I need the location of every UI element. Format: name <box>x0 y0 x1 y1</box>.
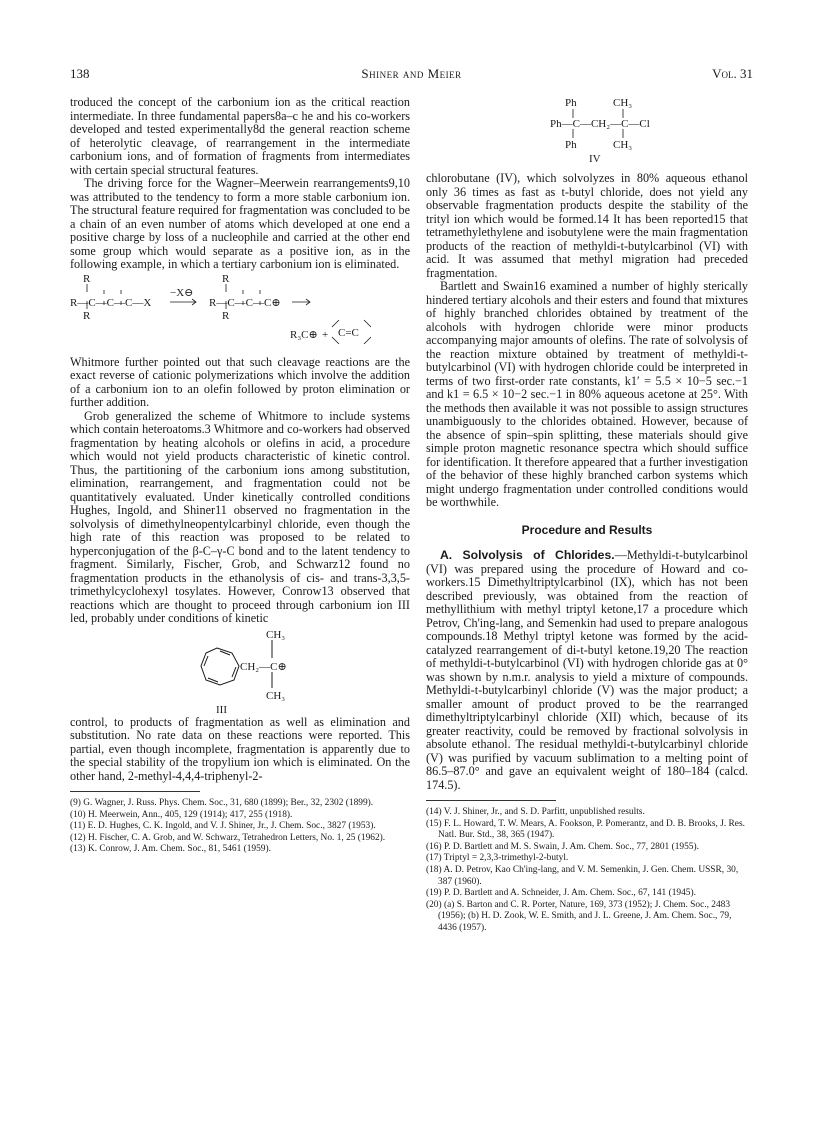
iv-chain: Ph—C—CH₂—C—Cl <box>550 118 650 130</box>
footnote: (19) P. D. Bartlett and A. Schneider, J. Am. Chem. Soc., 67, 141 (1945). <box>426 888 696 899</box>
iii-ch3-bottom: CH₃ <box>266 689 286 702</box>
footnote: (14) V. J. Shiner, Jr., and S. D. Parfitt, unpublished results. <box>426 807 645 817</box>
footnote: (10) H. Meerwein, Ann., 405, 129 (1914); 417, 255 (1918). <box>70 809 293 820</box>
left-column <box>70 96 410 856</box>
running-header <box>70 66 753 82</box>
fragmentation-scheme <box>70 272 410 356</box>
scheme-chain-right: R—C—C—C⊕ <box>209 296 281 309</box>
iv-ch3-bottom: CH₃ <box>613 139 633 151</box>
footnote: (11) E. D. Hughes, C. K. Ingold, and V. J. Shiner, Jr., J. Chem. Soc., 3827 (1953). <box>70 821 376 832</box>
paragraph-body: —Methyldi-t-butylcarbinol (VI) was prepared using the procedure of Howard and co-workers.15 Dimethyltriptylcarbinol (IX), which has not been described previously, was obtained from the reaction of methyllithium with methyl triptyl ketone,17 a procedure which Petrov, Ch'ing-lang, and Semenkin had used to prepare analogous compounds.18 Methyl triptyl ketone was formed by the acid-catalyzed rearrangement of di-t-butyl ketone.19,20 The reaction of methyldi-t-butylcarbinol (VI) with hydrogen chloride gas at 0° was shown by n.m.r. analysis to yield a mixture of compounds. Methyldi-t-butylcarbinyl chloride (V) was the major product; a smaller amount of product proved to be the rearranged dimethyltriptylcarbinyl chloride (XII) which, because of its greater reactivity, could be removed by fractional solvolysis in absolute ethanol. The residual methyldi-t-butylcarbinyl chloride (V) was purified by vacuum sublimation to a melting point of 86.5–87.0° and gave an equivalent weight of 180–184 (calcd. 174.5). <box>426 548 748 792</box>
iv-label: IV <box>589 153 601 165</box>
right-column <box>426 96 748 935</box>
paragraph <box>426 549 748 792</box>
scheme-chain-left: R—C—C—C—X <box>70 296 152 309</box>
footnote: (13) K. Conrow, J. Am. Chem. Soc., 81, 5461 (1959). <box>70 844 271 855</box>
structure-iii <box>70 626 410 716</box>
iv-ph-bottom: Ph <box>565 139 577 151</box>
paragraph: chlorobutane (IV), which solvolyzes in 80% aqueous ethanol only 36 times as fast as t-butyl chloride, does not yield any observable fragmentation products despite the stability of the trityl ion which would be formed.14 It has been reported15 that tetramethylethylene and isobutylene were the main fragmentation products of the reaction of methyldi-t-butylcarbinol (VI) with acid. It was assumed that methyl migration had preceded fragmentation. <box>426 171 748 280</box>
iii-ch2c: CH₂—C⊕ <box>240 660 287 673</box>
iv-ch3-top: CH₃ <box>613 97 633 109</box>
scheme-drawing <box>70 272 410 356</box>
scheme-r-top-2: R <box>222 272 230 285</box>
footnote: (20) (a) S. Barton and C. R. Porter, Nature, 169, 373 (1952); J. Chem. Soc., 2483 (1956); (b) H. D. Zook, W. E. Smith, and J. L. Greene, J. Am. Chem. Soc., 79, 4436 (1957). <box>426 899 732 933</box>
scheme-r3c: R₃C⊕ <box>290 328 318 341</box>
footnote: (15) F. L. Howard, T. W. Mears, A. Fookson, P. Pomerantz, and D. B. Brooks, J. Res. Natl. Bur. Std., 38, 365 (1947). <box>426 818 745 841</box>
footnote: (18) A. D. Petrov, Kao Ch'ing-lang, and V. M. Semenkin, J. Gen. Chem. USSR, 30, 387 (1960). <box>426 864 739 887</box>
running-title: Shiner and Meier <box>361 66 462 81</box>
paragraph: Whitmore further pointed out that such cleavage reactions are the exact reverse of cationic polymerizations which involve the addition of a carbonium ion to an olefin followed by proton elimination or further addition. <box>70 354 410 409</box>
footnote-rule <box>70 791 200 792</box>
scheme-plus: + <box>322 328 329 341</box>
scheme-minus-x: −X⊖ <box>170 286 194 299</box>
iv-ph-top: Ph <box>565 97 577 109</box>
footnote-rule <box>426 800 556 801</box>
paragraph: Bartlett and Swain16 examined a number of highly sterically hindered tertiary alcohols and their esters and found that mixtures of highly branched chlorides obtained by treatment of the alcohols with hydrogen chloride were minor products accompanying major amounts of olefins. The rate of solvolysis of the reaction mixture obtained by treatment of methyldi-t-butylcarbinol (VI) with hydrogen chloride could be interpreted in terms of two first-order rate constants, k1′ = 5.5 × 10−5 sec.−1 and k1 = 6.5 × 10−2 sec.−1 in 80% aqueous acetone at 25°. With the methods then available it was not possible to assign structures unambiguously to the chlorides obtained. However, because of the absence of spin–spin splitting, these materials should give simple proton magnetic resonance spectra which should suffice for identification. It therefore appeared that a further investigation of the behavior of these highly branched carbon systems which might undergo fragmentation under controlled conditions would be worthwhile. <box>426 279 748 509</box>
footnote: (16) P. D. Bartlett and M. S. Swain, J. Am. Chem. Soc., 77, 2801 (1955). <box>426 841 699 852</box>
scheme-r-bottom: R <box>83 309 91 322</box>
scheme-r-bottom-2: R <box>222 309 230 322</box>
scheme-r-top: R <box>83 272 91 285</box>
footnotes-left <box>70 798 410 856</box>
volume-label: Vol. 31 <box>712 66 753 81</box>
iii-label: III <box>216 703 227 716</box>
scheme-olefin: C=C <box>338 326 359 339</box>
paragraph: Grob generalized the scheme of Whitmore to include systems which contain heteroatoms.3 Whitmore and co-workers had observed fragmentation by heating alcohols or olefins in acid, a procedure which would not yield products characteristic of kinetic control. Thus, the partitioning of the carbonium ions among substitution, elimination, rearrangement, and fragmentation could not be quantitatively evaluated. Under kinetically controlled conditions Hughes, Ingold, and Shiner11 observed no fragmentation in the solvolysis of dimethylneopentylcarbinyl chloride, even though the high rate of this reaction was proposed to be related to hyperconjugation of the β-C–γ-C bond and to the latent tendency to fragment. Similarly, Fischer, Grob, and Schwarz12 found no fragmentation products in the ethanolysis of cis- and trans-3,3,5-trimethylcyclohexyl tosylates. However, Conrow13 observed that reactions which are thought to proceed through carbonium ion III led, probably under conditions of kinetic <box>70 408 410 625</box>
structure-iv <box>426 96 748 172</box>
section-heading: Procedure and Results <box>521 522 653 537</box>
iii-ch3-top: CH₃ <box>266 628 286 641</box>
structure-iv-drawing <box>426 96 748 172</box>
paragraph: control, to products of fragmentation as well as elimination and substitution. No rate data on these reactions were reported. This partial, even though incomplete, fragmentation is apparently due to the special stability of the tropylium ion which is eliminated. On the other hand, 2-methyl-4,4,4-triphenyl-2- <box>70 714 410 783</box>
footnote: (12) H. Fischer, C. A. Grob, and W. Schwarz, Tetrahedron Letters, No. 1, 25 (1962). <box>70 832 386 843</box>
footnote: (17) Triptyl = 2,3,3-trimethyl-2-butyl. <box>426 853 569 864</box>
paragraph: troduced the concept of the carbonium ion as the critical reaction intermediate. In three fundamental papers8a–c he and his co-workers developed and tested experimentally8d the general reaction scheme of heterolytic cleavage, of rearrangement in the intermediate carbonium ions, and of formation of fragments from intermediates with certain special structural features. <box>70 95 410 177</box>
page-number: 138 <box>70 66 90 81</box>
tropylium-drawing <box>70 626 410 716</box>
paragraph: The driving force for the Wagner–Meerwein rearrangements9,10 was attributed to the tendency to form a more stable carbonium ion. The structural feature required for fragmentation was concluded to be a chain of an even number of atoms which developed at one end a positive charge by loss of a nucleophile and carried at the other end some group which would separate as a positive ion, as in the following example, in which a tertiary carbonium ion is eliminated. <box>70 176 410 271</box>
footnotes-right <box>426 807 748 935</box>
footnote: (9) G. Wagner, J. Russ. Phys. Chem. Soc., 31, 680 (1899); Ber., 32, 2302 (1899). <box>70 798 374 808</box>
run-in-heading: A. Solvolysis of Chlorides. <box>440 548 615 562</box>
